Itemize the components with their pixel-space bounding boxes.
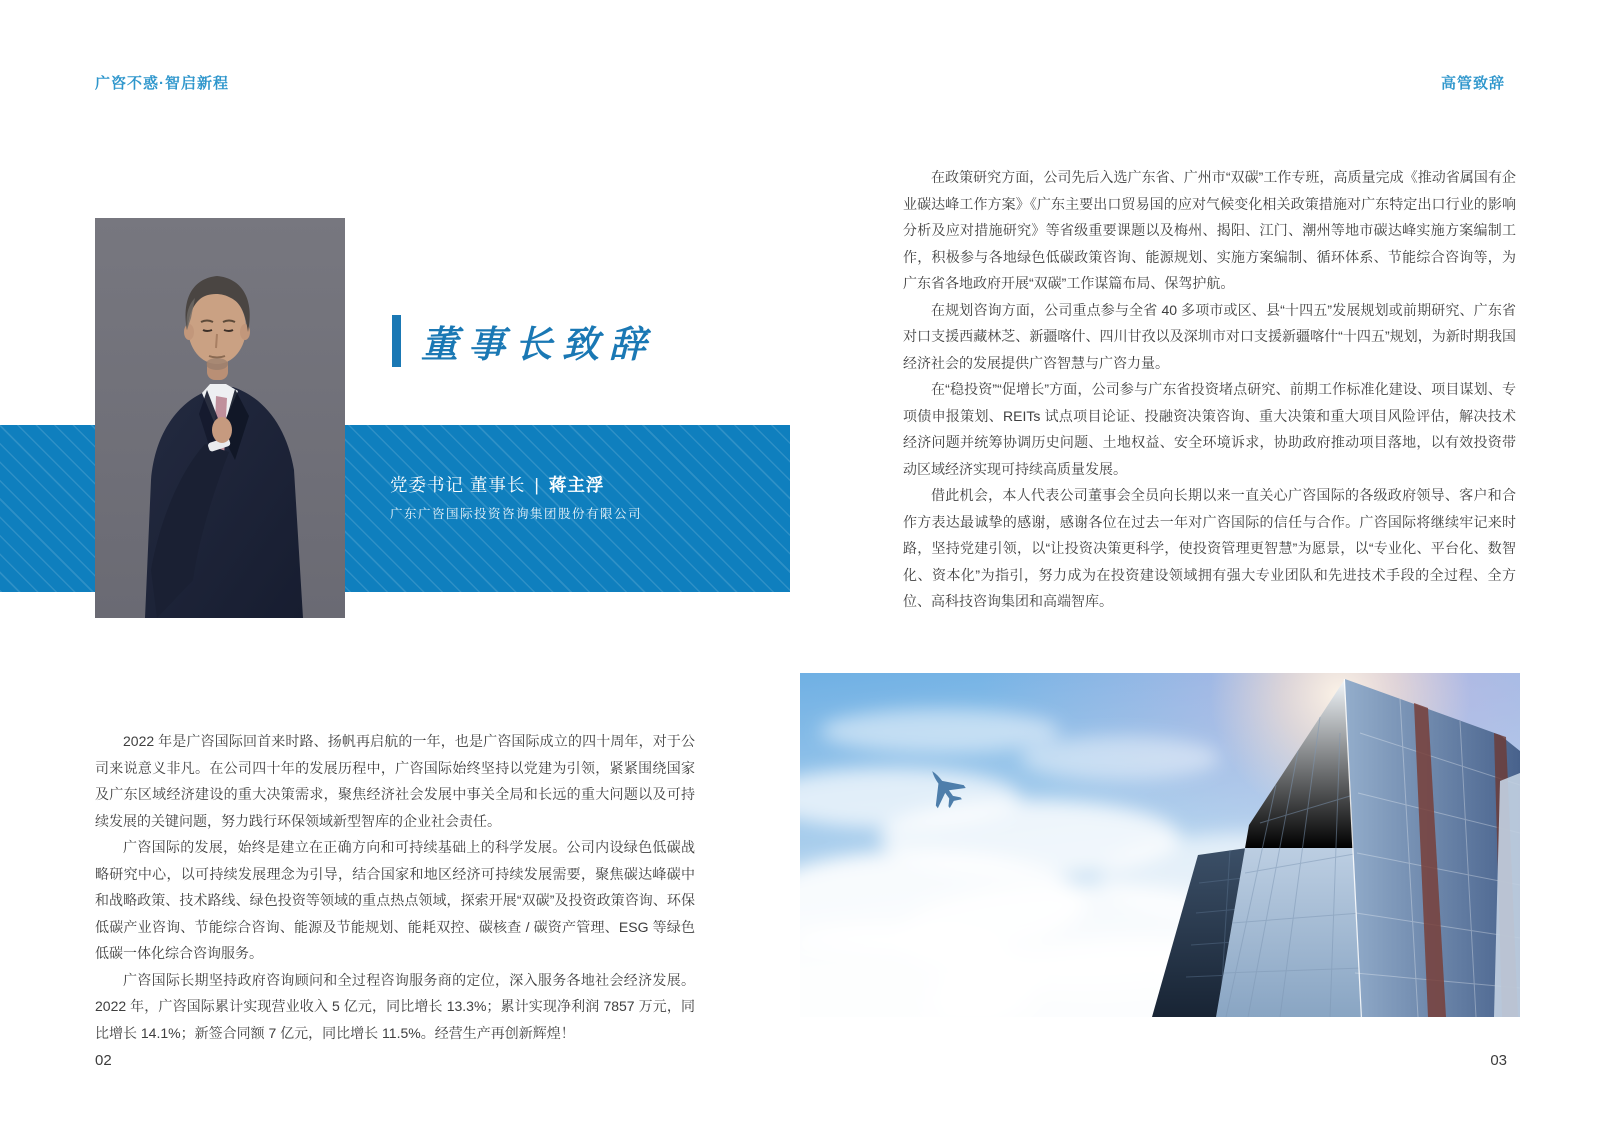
body-paragraph: 借此机会，本人代表公司董事会全员向长期以来一直关心广咨国际的各级政府领导、客户和合作方表达最诚挚的感谢，感谢各位在过去一年对广咨国际的信任与合作。广咨国际将继续牢记来时路，坚持党建引领，以“让投资决策更科学，使投资管理更智慧”为愿景，以“专业化、平台化、数智化、资本化”为指引，努力成为在投资建设领域拥有强大专业团队和先进技术手段的全过程、全方位、高科技咨询集团和高端智库。 (903, 487, 1516, 609)
right-body-text (903, 164, 1516, 615)
eye (203, 330, 212, 331)
portrait-caption (390, 472, 642, 522)
nose (216, 334, 217, 348)
left-body-text (95, 728, 695, 1046)
title-accent-bar (392, 315, 401, 367)
body-paragraph: 2022 年是广咨国际回首来时路、扬帆再启航的一年，也是广咨国际成立的四十周年，对于公司来说意义非凡。在公司四十年的发展历程中，广咨国际始终坚持以党建为引领，紧紧围绕国家及广东区域经济建设的重大决策需求，聚焦经济社会发展中事关全局和长远的重大问题以及可持续发展的关键问题，努力践行环保领域新型智库的企业社会责任。 (95, 733, 695, 829)
eye (224, 330, 233, 331)
body-paragraph: 在规划咨询方面，公司重点参与全省 40 多项市或区、县“十四五”发展规划或前期研究、广东省对口支援西藏林芝、新疆喀什、四川甘孜以及深圳市对口支援新疆喀什“十四五”规划，为新时期我国经济社会的发展提供广咨智慧与广咨力量。 (903, 301, 1516, 371)
portrait-illustration (95, 218, 345, 618)
caption-name: 蒋主浮 (548, 475, 605, 495)
caption-company: 广东广咨国际投资咨询集团股份有限公司 (390, 507, 643, 521)
face (188, 292, 246, 364)
body-paragraph: 广咨国际长期坚持政府咨询顾问和全过程咨询服务商的定位，深入服务各地社会经济发展。2022 年，广咨国际累计实现营业收入 5 亿元，同比增长 13.3%；累计实现净利润 7857 万元，同比增长 14.1%；新签合同额 7 亿元，同比增长 11.5%。经营生产再创新辉煌！ (95, 971, 695, 1041)
page-number-right: 03 (1490, 1052, 1507, 1069)
page-number-left: 02 (95, 1052, 112, 1069)
caption-role-name (390, 472, 642, 497)
left-page-header: 广咨不惑·智启新程 (95, 75, 229, 92)
chairman-portrait-photo (95, 218, 345, 618)
section-title: 董事长致辞 (421, 322, 656, 366)
body-paragraph: 广咨国际的发展，始终是建立在正确方向和可持续基础上的科学发展。公司内设绿色低碳战略研究中心，以可持续发展理念为引导，结合国家和地区经济可持续发展需要，聚焦碳达峰碳中和战略政策、技术路线、绿色投资等领域的重点热点领域，探索开展“双碳”及投资政策咨询、环保低碳产业咨询、节能综合咨询、能源及节能规划、能耗双控、碳核查 / 碳资产管理、ESG 等绿色低碳一体化综合咨询服务。 (95, 839, 695, 961)
hand (212, 417, 232, 443)
right-page-header: 高管致辞 (1440, 75, 1505, 92)
sky-building-illustration (800, 673, 1520, 1017)
caption-role: 党委书记 董事长 (390, 475, 526, 495)
caption-separator: | (534, 475, 540, 495)
body-paragraph: 在“稳投资”“促增长”方面，公司参与广东省投资堵点研究、前期工作标准化建设、项目谋划、专项债申报策划、REITs 试点项目论证、投融资决策咨询、重大决策和重大项目风险评估，解决技术经济问题并统筹协调历史问题、土地权益、安全环境诉求，协助政府推动项目落地，以有效投资带动区域经济实现可持续高质量发展。 (903, 381, 1516, 477)
section-title-block (392, 314, 656, 368)
body-paragraph: 在政策研究方面，公司先后入选广东省、广州市“双碳”工作专班，高质量完成《推动省属国有企业碳达峰工作方案》《广东主要出口贸易国的应对气候变化相关政策措施对广东特定出口行业的影响分析及应对措施研究》等省级重要课题以及梅州、揭阳、江门、潮州等地市碳达峰实施方案编制工作，积极参与各地绿色低碳政策咨询、能源规划、实施方案编制、循环体系、节能综合咨询等，为广东省各地政府开展“双碳”工作谋篇布局、保驾护航。 (903, 169, 1516, 291)
skyscraper-photo (800, 673, 1520, 1017)
goatee (206, 358, 228, 370)
ear (184, 324, 194, 340)
